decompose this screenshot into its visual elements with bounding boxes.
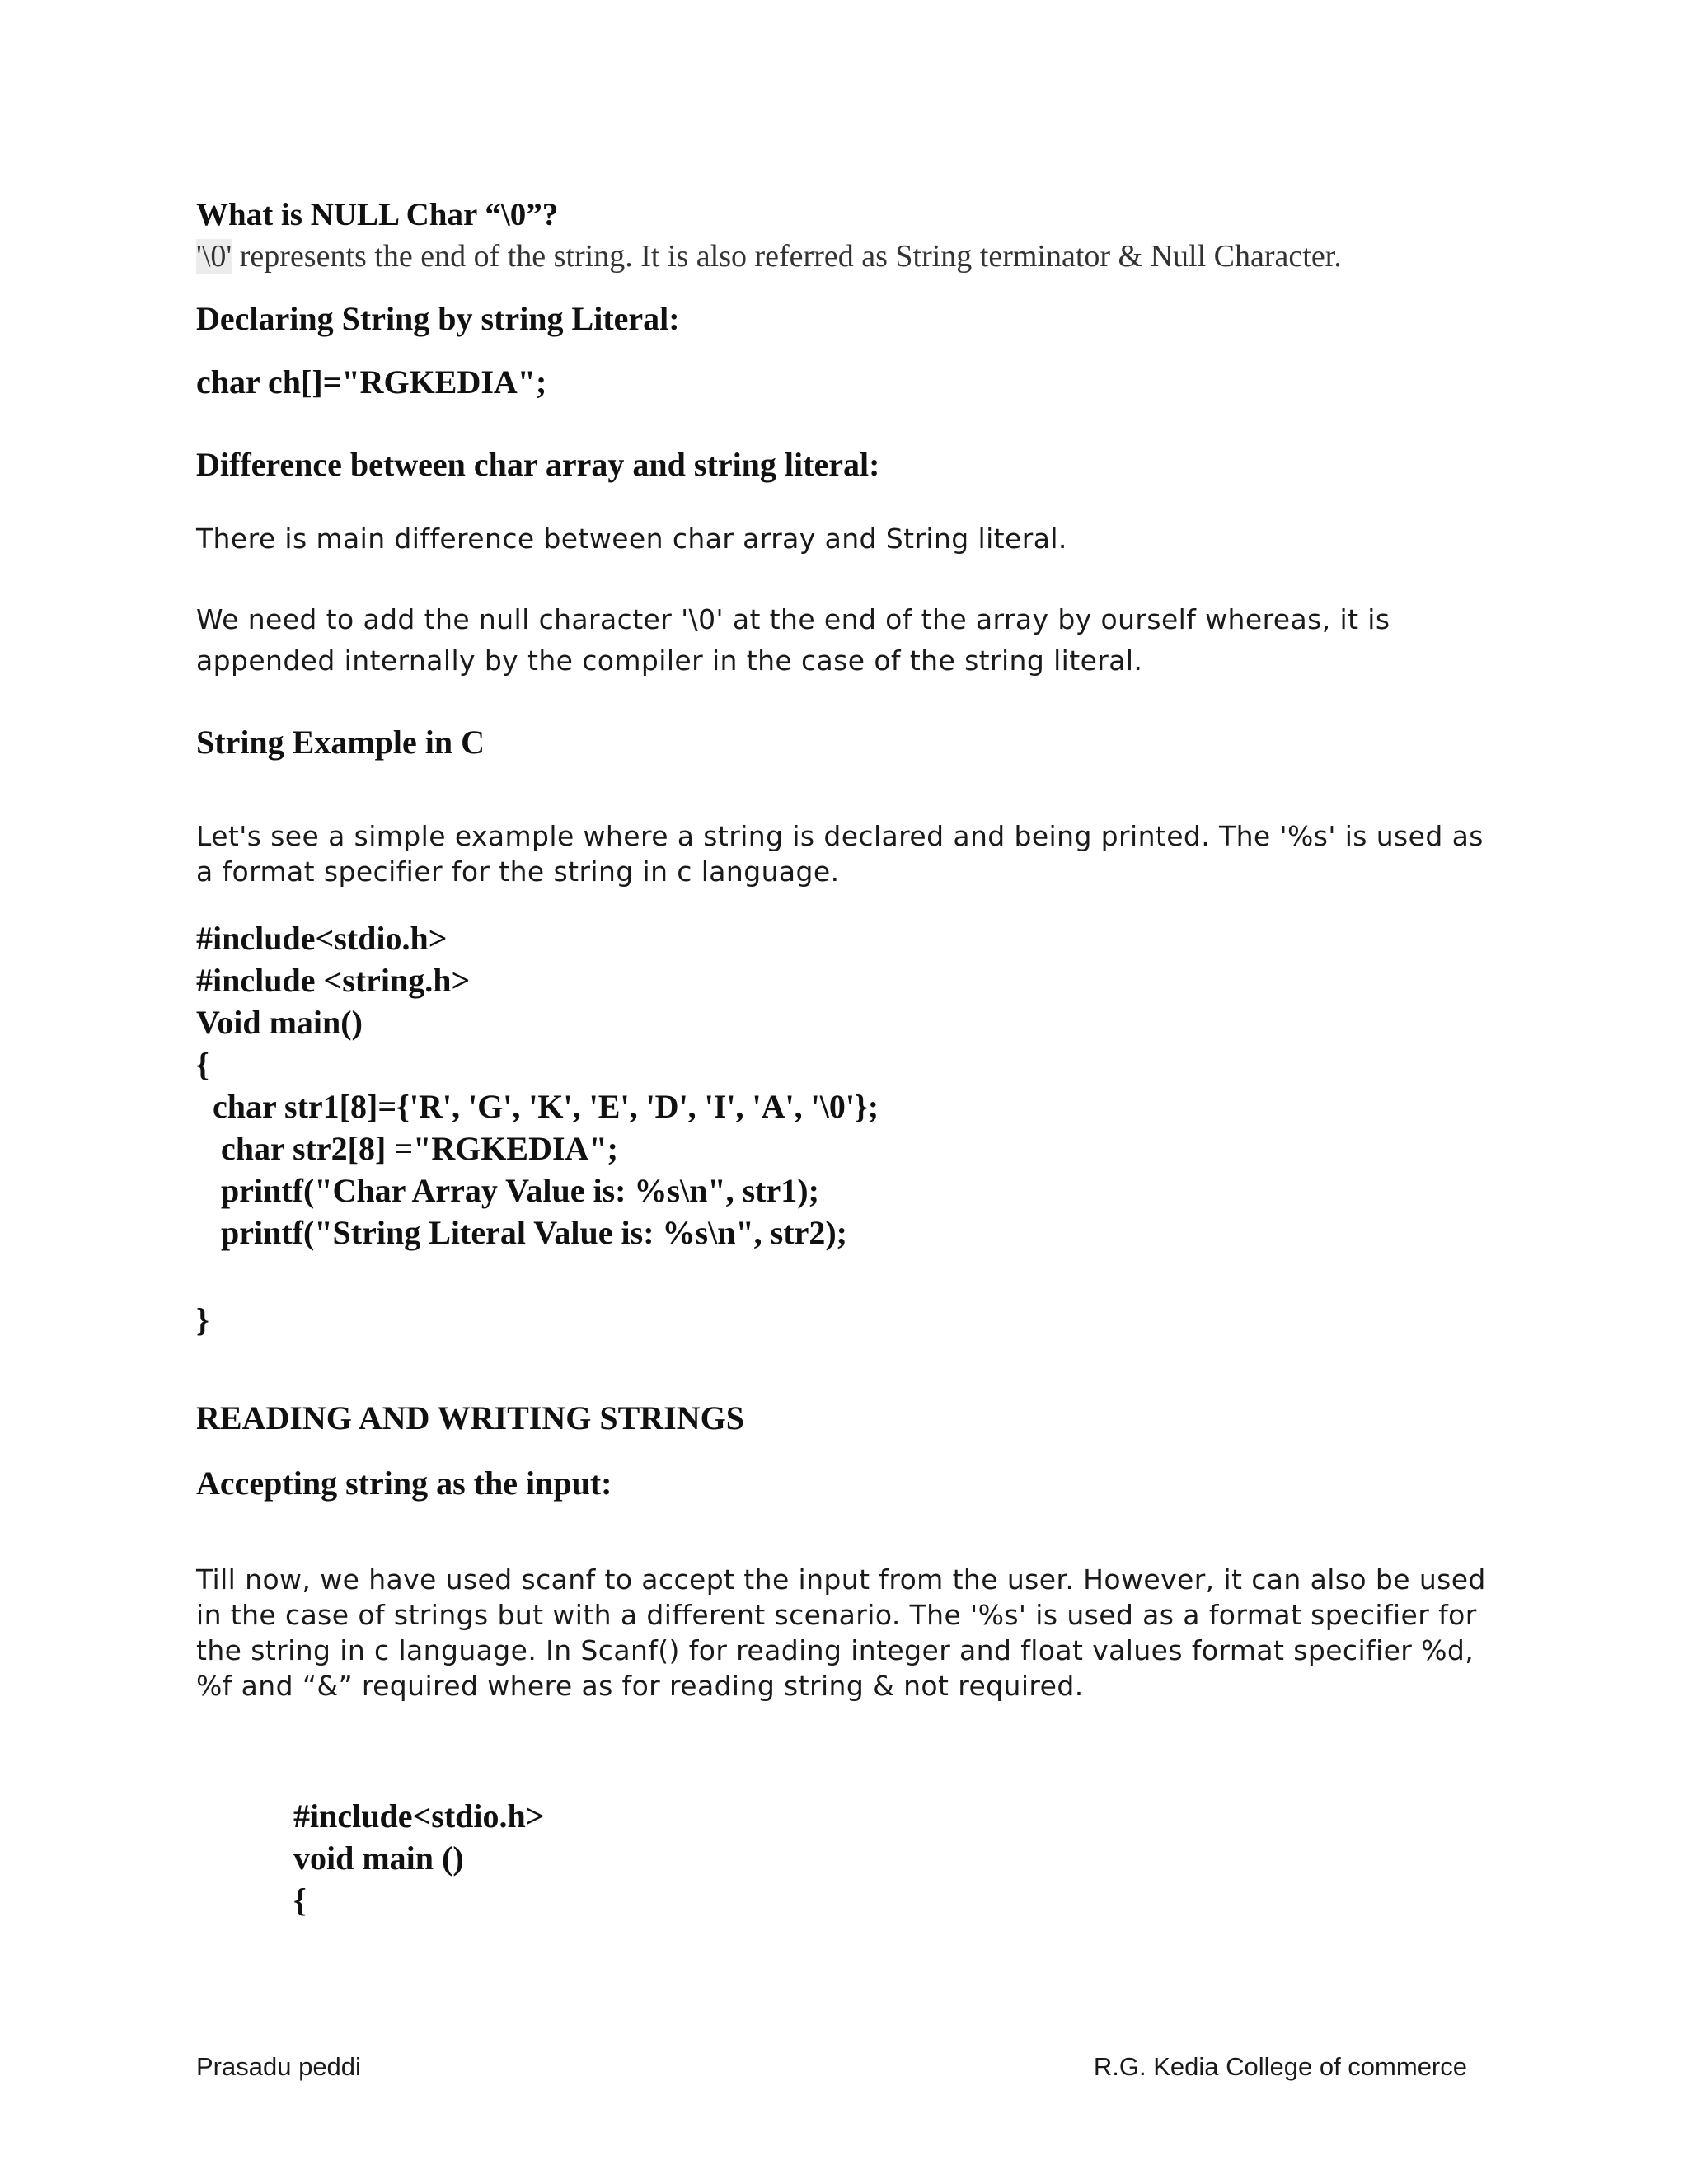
difference-heading: Difference between char array and string literal: — [196, 446, 880, 483]
example-code-line: } — [196, 1301, 209, 1338]
reading-paragraph-line: the string in c language. In Scanf() for reading integer and float values format specifier %d, — [196, 1634, 1475, 1666]
example-code-line: { — [196, 1046, 209, 1083]
reading-code-line: #include<stdio.h> — [293, 1797, 545, 1835]
example-code-line: printf("String Literal Value is: %s\n", str2); — [196, 1214, 847, 1251]
example-paragraph-line-2: a format specifier for the string in c language. — [196, 855, 840, 888]
difference-paragraph-2-line-2: appended internally by the compiler in the case of the string literal. — [196, 644, 1143, 677]
difference-paragraph-1: There is main difference between char array and String literal. — [196, 523, 1067, 555]
null-char-heading: What is NULL Char “\0”? — [196, 197, 559, 232]
example-code-line: char str1[8]={'R', 'G', 'K', 'E', 'D', 'I', 'A', '\0'}; — [196, 1088, 879, 1125]
null-char-description-text: represents the end of the string. It is also referred as String terminator & Null Character. — [232, 239, 1342, 274]
reading-paragraph-line: Till now, we have used scanf to accept the input from the user. However, it can also be used — [196, 1563, 1486, 1596]
footer-author: Prasadu peddi — [196, 2052, 361, 2081]
example-code-line: #include <string.h> — [196, 962, 471, 999]
example-code-line: char str2[8] ="RGKEDIA"; — [196, 1130, 618, 1167]
reading-heading: READING AND WRITING STRINGS — [196, 1399, 744, 1436]
reading-code-line: { — [293, 1882, 307, 1919]
null-char-description — [196, 238, 1342, 274]
example-heading: String Example in C — [196, 724, 485, 761]
reading-subheading: Accepting string as the input: — [196, 1465, 612, 1502]
reading-paragraph-line: in the case of strings but with a different scenario. The '%s' is used as a format specifier for — [196, 1599, 1477, 1631]
example-paragraph-line-1: Let's see a simple example where a string is declared and being printed. The '%s' is used as — [196, 820, 1484, 852]
declaring-code: char ch[]="RGKEDIA"; — [196, 363, 547, 401]
example-code-line: printf("Char Array Value is: %s\n", str1); — [196, 1172, 819, 1209]
difference-paragraph-2-line-1: We need to add the null character '\0' at the end of the array by ourself whereas, it is — [196, 603, 1390, 635]
reading-code-line: void main () — [293, 1840, 464, 1877]
footer-college: R.G. Kedia College of commerce — [1093, 2052, 1467, 2081]
null-char-glyph: '\0' — [196, 239, 232, 274]
example-code-line: Void main() — [196, 1004, 363, 1041]
example-code-line: #include<stdio.h> — [196, 920, 448, 957]
declaring-heading: Declaring String by string Literal: — [196, 300, 680, 337]
reading-paragraph-line: %f and “&” required where as for reading string & not required. — [196, 1670, 1084, 1702]
